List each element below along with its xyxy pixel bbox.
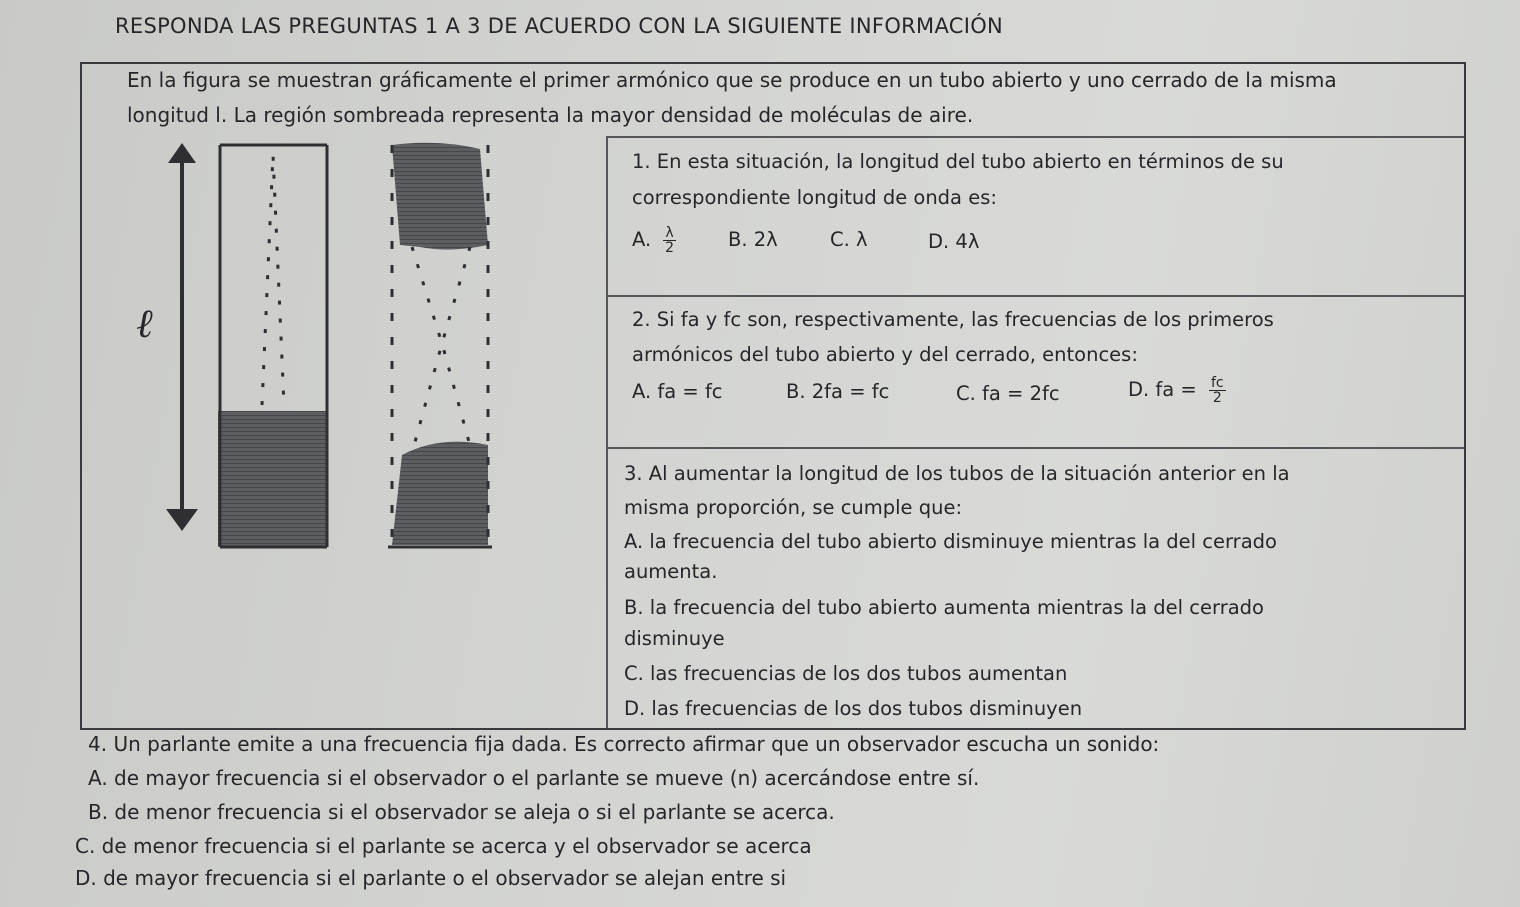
q4-option-c[interactable]: C. de menor frecuencia si el parlante se acerca y el observador se acerca [75, 834, 812, 858]
q1-stem-line-2: correspondiente longitud de onda es: [632, 186, 997, 209]
q1-option-a-letter: A. [632, 228, 652, 251]
q2-stem-line-1: 2. Si fa y fc son, respectivamente, las frecuencias de los primeros [632, 308, 1274, 331]
q1-option-b[interactable]: B. 2λ [728, 228, 778, 251]
q3-option-a-cont: aumenta. [624, 560, 718, 583]
intro-line-2: longitud l. La región sombreada representa la mayor densidad de moléculas de aire. [127, 103, 974, 127]
q3-option-b-line-1: B. la frecuencia del tubo abierto aumenta mientras la del cerrado [624, 596, 1264, 619]
q2-option-d[interactable] [1128, 376, 1226, 405]
q2-option-a[interactable]: A. fa = fc [632, 380, 723, 403]
q1-option-a-denominator: 2 [665, 240, 675, 256]
q4-option-b[interactable]: B. de menor frecuencia si el observador se aleja o si el parlante se acerca. [88, 800, 835, 824]
q2-option-d-prefix: D. fa = [1128, 378, 1197, 401]
q4-stem: 4. Un parlante emite a una frecuencia fija dada. Es correcto afirmar que un observador escucha un sonido: [88, 732, 1160, 756]
q2-option-c[interactable]: C. fa = 2fc [956, 382, 1060, 405]
tubes-figure [120, 135, 610, 555]
section-heading: RESPONDA LAS PREGUNTAS 1 A 3 DE ACUERDO CON LA SIGUIENTE INFORMACIÓN [115, 14, 1004, 38]
q1-option-c[interactable]: C. λ [830, 228, 868, 251]
closed-tube-bottom-shade [392, 442, 488, 545]
divider-q1-q2 [606, 295, 1464, 297]
q4-option-a[interactable]: A. de mayor frecuencia si el observador o el parlante se mueve (n) acercándose entre sí. [88, 766, 980, 790]
q1-option-a-numerator: λ [665, 225, 674, 241]
closed-tube-top-shade [392, 143, 488, 250]
divider-top [606, 136, 1464, 138]
q2-option-d-numerator: fc [1210, 375, 1224, 391]
q3-stem-line-2: misma proporción, se cumple que: [624, 496, 963, 519]
q1-option-a[interactable] [632, 226, 676, 255]
length-arrow [166, 143, 198, 531]
q1-option-a-fraction [663, 226, 675, 255]
divider-q2-q3 [606, 447, 1464, 449]
closed-tube [388, 143, 492, 547]
questions-column [606, 136, 1466, 728]
q3-option-b-cont: disminuye [624, 627, 725, 650]
intro-line-1: En la figura se muestran gráficamente el primer armónico que se produce en un tubo abierto y uno cerrado de la misma [127, 68, 1337, 92]
q1-stem-line-1: 1. En esta situación, la longitud del tubo abierto en términos de su [632, 150, 1284, 173]
open-tube-shaded-region [218, 411, 328, 546]
q3-option-b[interactable] [624, 596, 1264, 619]
q2-stem-line-2: armónicos del tubo abierto y del cerrado, entonces: [632, 343, 1138, 366]
q3-option-a-line-1: A. la frecuencia del tubo abierto disminuye mientras la del cerrado [624, 530, 1277, 553]
length-label: ℓ [136, 301, 153, 347]
q3-option-d[interactable]: D. las frecuencias de los dos tubos disminuyen [624, 697, 1083, 720]
q2-option-b[interactable]: B. 2fa = fc [786, 380, 890, 403]
open-tube-wave [262, 155, 284, 405]
q4-option-d[interactable]: D. de mayor frecuencia si el parlante o el observador se alejan entre si [75, 866, 787, 890]
q2-option-d-fraction [1209, 376, 1226, 405]
q1-option-d[interactable]: D. 4λ [928, 230, 980, 253]
q3-stem-line-1: 3. Al aumentar la longitud de los tubos de la situación anterior en la [624, 462, 1290, 485]
q3-option-a[interactable] [624, 530, 1277, 553]
closed-tube-wave-b [412, 247, 470, 453]
q3-option-c[interactable]: C. las frecuencias de los dos tubos aumentan [624, 662, 1068, 685]
q2-option-d-denominator: 2 [1212, 390, 1222, 406]
open-tube [218, 145, 328, 547]
